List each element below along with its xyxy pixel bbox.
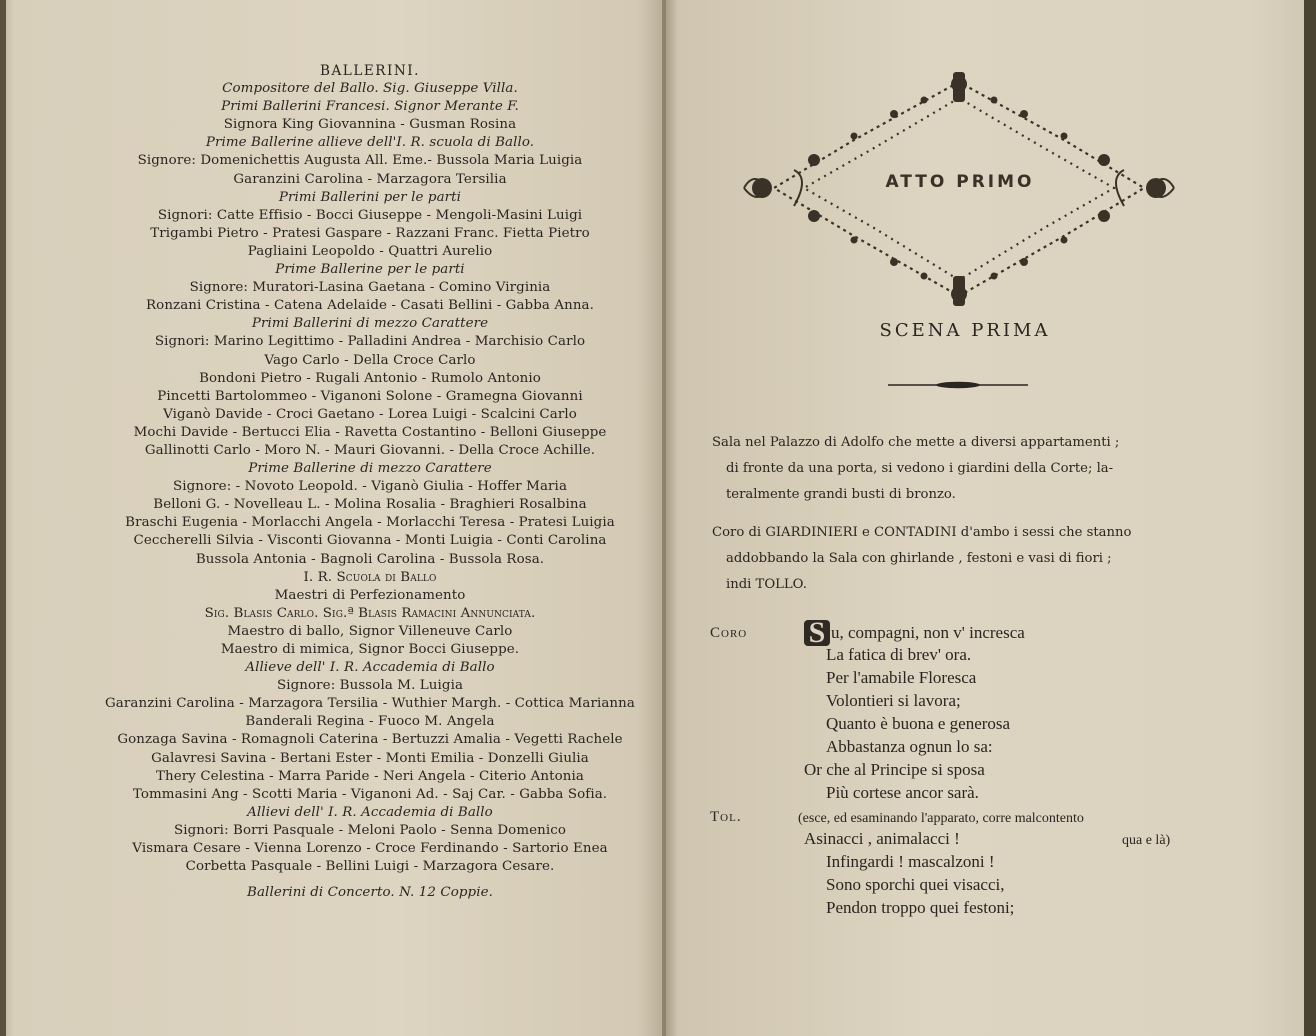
cast-line: Mochi Davide - Bertucci Elia - Ravetta Costantino - Belloni Giuseppe (133, 424, 607, 440)
cast-line: Signori: Marino Legittimo - Palladini Andrea - Marchisio Carlo (154, 334, 586, 350)
verse-row (710, 804, 1230, 827)
verse-line: Quanto è buona e generosa (826, 714, 1011, 733)
cast-line: Allieve dell' I. R. Accademia di Ballo (245, 660, 495, 676)
verse-line: Infingardi ! mascalzoni ! (826, 852, 995, 871)
cast-line: Vismara Cesare - Vienna Lorenzo - Croce Ferdinando - Sartorio Enea (132, 841, 608, 857)
cast-line: Signora King Giovannina - Gusman Rosina (223, 117, 517, 133)
act-title: ATTO PRIMO (885, 172, 1035, 192)
verse-row (710, 758, 1230, 781)
verse-line: Sono sporchi quei visacci, (826, 875, 1005, 894)
cast-line: Sig. Blasis Carlo. Sig.ª Blasis Ramacini Annunciata. (204, 605, 536, 621)
speaker-tollo: Tol. (710, 809, 742, 825)
verse-line: Per l'amabile Floresca (826, 668, 977, 687)
cast-line: Allievi dell' I. R. Accademia di Ballo (247, 804, 493, 820)
cast-line: Pincetti Bartolommeo - Viganoni Solone - Gramegna Giovanni (157, 388, 583, 404)
stage-direction: (esce, ed esaminando l'apparato, corre malcontento (798, 811, 1084, 826)
cast-line: Primi Ballerini per le parti (278, 189, 462, 205)
verse-line: Volontieri si lavora; (826, 691, 961, 710)
cast-list (60, 62, 680, 902)
cast-line: Vago Carlo - Della Croce Carlo (264, 352, 476, 368)
cast-line: Ceccherelli Silvia - Visconti Giovanna - Monti Luigia - Conti Carolina (133, 533, 607, 549)
cast-heading: BALLERINI. (320, 63, 420, 79)
cast-line: Primi Ballerini di mezzo Carattere (251, 316, 489, 332)
chorus-line-3: indi TOLLO. (726, 577, 807, 592)
cast-line: Signori: Borri Pasquale - Meloni Paolo - Senna Domenico (173, 822, 567, 838)
cast-line: Pagliaini Leopoldo - Quattri Aurelio (247, 243, 493, 259)
verse-row (710, 735, 1230, 758)
verse-row (710, 896, 1230, 919)
verse-row (710, 643, 1230, 666)
cast-line: Signore: - Novoto Leopold. - Viganò Giulia - Hoffer Maria (172, 479, 568, 495)
verse-line: Asinacci , animalacci ! (804, 829, 960, 848)
cast-line: Bussola Antonia - Bagnoli Carolina - Bussola Rosa. (195, 551, 545, 567)
cast-line: Viganò Davide - Croci Gaetano - Lorea Luigi - Scalcini Carlo (163, 406, 577, 422)
verse-row (710, 689, 1230, 712)
chorus-line-1: Coro di GIARDINIERI e CONTADINI d'ambo i sessi che stanno (712, 525, 1132, 540)
left-book-edge (0, 0, 6, 1036)
cast-line: Signori: Catte Effisio - Bocci Giuseppe - Mengoli-Masini Luigi (157, 207, 583, 223)
verse-line-text: u, compagni, non v' incresca (831, 623, 1025, 642)
cast-line: Thery Celestina - Marra Paride - Neri Angela - Citerio Antonia (156, 768, 584, 784)
description-gap (712, 508, 1212, 520)
cast-line: Primi Ballerini Francesi. Signor Merante F. (221, 99, 519, 115)
cast-line: Prime Ballerine di mezzo Carattere (248, 461, 492, 477)
verse-row (710, 781, 1230, 804)
verse-line: La fatica di brev' ora. (826, 645, 972, 664)
cast-lines (60, 80, 680, 876)
cast-line: Trigambi Pietro - Pratesi Gaspare - Razzani Franc. Fietta Pietro (150, 225, 590, 241)
cast-line: Belloni G. - Novelleau L. - Molina Rosalia - Braghieri Rosalbina (153, 497, 587, 513)
verse-row (710, 827, 1230, 850)
description-line-1: Sala nel Palazzo di Adolfo che mette a diversi appartamenti ; (712, 435, 1120, 450)
scene-description (712, 430, 1212, 598)
description-line-2: di fronte da una porta, si vedono i giardini della Corte; la- (726, 461, 1114, 476)
cast-line: Prime Ballerine per le parti (275, 262, 465, 278)
stage-direction-end: qua e là) (1122, 833, 1171, 848)
speaker-coro: Coro (710, 625, 748, 641)
cast-line: Tommasini Ang - Scotti Maria - Viganoni Ad. - Saj Car. - Gabba Sofia. (132, 786, 608, 802)
verse-line: Più cortese ancor sarà. (826, 783, 979, 802)
cast-line: Banderali Regina - Fuoco M. Angela (245, 714, 495, 730)
cast-line: Compositore del Ballo. Sig. Giuseppe Villa. (222, 81, 518, 97)
cast-line: Ronzani Cristina - Catena Adelaide - Casati Bellini - Gabba Anna. (145, 298, 594, 314)
verse-line: Pendon troppo quei festoni; (826, 898, 1015, 917)
cast-line: Maestro di ballo, Signor Villeneuve Carlo (227, 623, 513, 639)
cast-line: Signore: Domenichettis Augusta All. Eme.- Bussola Maria Luigia (137, 153, 583, 169)
chorus-line-2: addobbando la Sala con ghirlande , festoni e vasi di fiori ; (726, 551, 1112, 566)
decorative-rule (888, 381, 1028, 389)
verse-row (710, 850, 1230, 873)
scene-title: SCENA PRIMA (879, 320, 1051, 341)
cast-line: Garanzini Carolina - Marzagora Tersilia (233, 171, 507, 187)
cast-line: Gonzaga Savina - Romagnoli Caterina - Bertuzzi Amalia - Vegetti Rachele (117, 732, 623, 748)
concerto-line: Ballerini di Concerto. N. 12 Coppie. (247, 885, 493, 901)
right-book-edge (1304, 0, 1316, 1036)
verse-line: Or che al Principe si sposa (804, 760, 985, 779)
cast-line: Braschi Eugenia - Morlacchi Angela - Morlacchi Teresa - Pratesi Luigia (125, 515, 615, 531)
cast-line: Corbetta Pasquale - Bellini Luigi - Marzagora Cesare. (185, 859, 555, 875)
verse-row (710, 712, 1230, 735)
verse-row (710, 666, 1230, 689)
cast-line: Galavresi Savina - Bertani Ester - Monti Emilia - Donzelli Giulia (151, 750, 589, 766)
verse-line: Abbastanza ognun lo sa: (826, 737, 993, 756)
cast-line: Gallinotti Carlo - Moro N. - Mauri Giovanni. - Della Croce Achille. (144, 442, 596, 458)
cast-line: I. R. Scuola di Ballo (303, 569, 437, 585)
cast-line: Garanzini Carolina - Marzagora Tersilia - Wuthier Margh. - Cottica Marianna (105, 696, 635, 712)
dropcap-letter: S (804, 620, 830, 646)
cast-line: Signore: Muratori-Lasina Gaetana - Comino Virginia (189, 280, 551, 296)
cast-line: Maestro di mimica, Signor Bocci Giuseppe. (220, 642, 520, 657)
cast-line: Prime Ballerine allieve dell'I. R. scuola di Ballo. (205, 135, 535, 151)
verse-row (710, 616, 1230, 649)
cast-line: Maestri di Perfezionamento (274, 587, 466, 603)
verse-block (710, 616, 1230, 919)
verse-row (710, 873, 1230, 896)
cast-line: Signore: Bussola M. Luigia (276, 678, 464, 694)
description-line-3: teralmente grandi busti di bronzo. (726, 487, 956, 502)
cast-line: Bondoni Pietro - Rugali Antonio - Rumolo Antonio (199, 370, 541, 386)
